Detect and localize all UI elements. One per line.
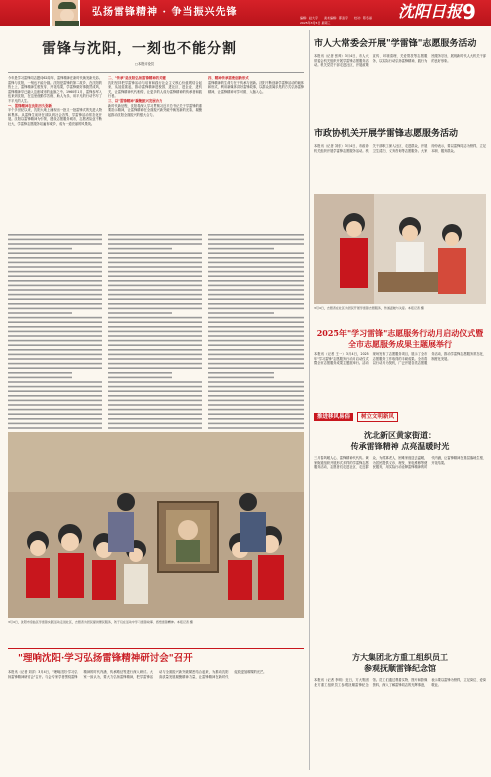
text-line xyxy=(8,266,102,268)
lei-feng-portrait xyxy=(50,0,80,26)
main-headline: 雷锋与沈阳，一刻也不能分割 xyxy=(42,41,237,57)
text-line xyxy=(8,363,102,365)
right-article-2: 本报讯（记者 刘东）3月4日，市政协机关组织开展学雷锋志愿服务活动。机关干部职工深入社区、走进群众，开展卫生清扫、义务咨询等志愿服务。大家纷纷表示，要以雷锋同志为榜样，立足本职、服务群众。 xyxy=(314,144,486,153)
text-line xyxy=(208,354,304,356)
text-line xyxy=(108,248,172,250)
text-line xyxy=(108,367,202,369)
text-line xyxy=(8,400,102,402)
right-article-1: 本报讯（记者 张帅）3月4日，市人大常委会机关组织开展学雷锋志愿服务活动。机关党员干部走进社区，开展政策宣传、环境清理、关爱帮扶等志愿服务，以实际行动弘扬雷锋精神，践行为民服务宗旨，展现新时代人大机关干部的良好形象。 xyxy=(314,54,486,68)
text-line xyxy=(108,386,202,388)
text-line xyxy=(8,331,102,333)
photo-children-with-portrait xyxy=(8,432,304,618)
article-continuation xyxy=(8,232,304,432)
text-line xyxy=(108,280,202,282)
text-line xyxy=(8,308,102,310)
proofreader: 校对：陈冬丽 xyxy=(353,16,372,20)
photo-volunteers xyxy=(314,194,486,304)
text-line xyxy=(208,377,274,379)
bottom-article-body: 本报讯（记者 刘洋）3月4日，"理响沈阳·学习弘扬雷锋精神研讨会"召开。与会专家学者围绕雷锋精神的时代内涵、传承路径等进行深入研讨。大家一致认为，要大力弘扬雷锋精神，把学雷锋活动与全面振兴新突破紧密结合起来，为推动沈阳高质量发展凝聚精神力量，让雷锋精神在新时代绽放更加璀璨的光芒。 xyxy=(8,670,267,679)
text-line xyxy=(108,335,202,337)
text-line xyxy=(108,239,202,241)
text-line xyxy=(208,308,304,310)
text-line xyxy=(208,298,304,300)
text-line xyxy=(208,400,304,402)
text-line xyxy=(108,418,202,420)
text-line xyxy=(108,308,202,310)
text-line xyxy=(208,386,304,388)
headline-5-line-1: 方大集团北方重工组织员工 xyxy=(352,652,448,662)
text-line xyxy=(8,285,102,287)
text-line xyxy=(8,390,102,392)
text-line xyxy=(108,377,172,379)
text-line xyxy=(8,381,102,383)
article-column-1 xyxy=(8,76,102,232)
editor: 编辑：赵大宇 xyxy=(300,16,319,20)
text-line xyxy=(108,285,202,287)
text-line xyxy=(208,395,304,397)
section-heading-1: 一、雷锋精神在沈阳历久弥新 xyxy=(8,103,53,108)
text-line xyxy=(208,418,304,420)
text-line xyxy=(108,363,202,365)
text-line xyxy=(108,275,202,277)
text-line xyxy=(108,427,202,429)
text-line xyxy=(208,252,304,254)
text-line xyxy=(208,340,304,342)
text-line xyxy=(108,358,202,360)
text-line xyxy=(108,243,202,245)
text-line xyxy=(208,321,304,323)
text-line xyxy=(108,344,202,346)
text-line xyxy=(208,248,274,250)
text-line xyxy=(8,234,102,236)
section-body-3: 新时代新征程，沈阳将深入学习贯彻习近平总书记关于学雷锋的重要指示精神，让雷锋精神在全面振兴新突破中焕发新的光彩，凝聚起推动沈阳全面振兴的强大合力。 xyxy=(108,103,202,117)
headline-4-line-2: 传承雷锋精神 点亮温暖时光 xyxy=(350,441,450,451)
text-line xyxy=(208,275,304,277)
text-line xyxy=(208,344,304,346)
text-line xyxy=(208,427,304,429)
text-line xyxy=(8,386,102,388)
article-column-2 xyxy=(108,76,202,232)
text-line xyxy=(8,262,102,264)
article-intro: 今年是学习雷锋同志题词62周年，雷锋精神在新时代焕发新光彩。雷锋与沈阳，一刻也不能分割。沈阳是雷锋的第二故乡，在沈阳的热土上，雷锋精神生根发芽、开花结果，学雷锋做好事蔚然成风，雷锋精神早已融入这座城市的血脉之中。1960年1月，雷锋参军入伍来到沈阳，在这里他勤学苦练、助人为乐，用平凡的行动书写了不平凡的人生。 xyxy=(8,76,102,103)
designer: 美术编辑：都凌宇 xyxy=(323,16,348,20)
text-line xyxy=(208,285,304,287)
text-line xyxy=(208,234,304,236)
right-headline-4 xyxy=(314,430,486,452)
text-line xyxy=(208,363,304,365)
text-line xyxy=(108,400,202,402)
text-line xyxy=(8,349,102,351)
headline-4-line-1: 沈北新区黄家街道： xyxy=(364,430,436,440)
text-line xyxy=(8,275,102,277)
text-line xyxy=(8,252,102,254)
text-line xyxy=(8,423,102,425)
editorial-credits xyxy=(300,16,377,20)
text-line xyxy=(8,294,102,296)
section-body-2: 沈阳坚持把学雷锋活动与培育和践行社会主义核心价值观结合起来，从娃娃抓起，推动雷锋精神进校园、进社区、进企业、进机关，让雷锋精神代代相传，让更多的人成为雷锋精神的传承者和践行者。 xyxy=(108,80,202,99)
text-line xyxy=(208,289,304,291)
text-line xyxy=(108,294,202,296)
photo-caption-left: 3月4日，沈阳市皇姑区学雷锋实践活动走进社区，志愿者为居民提供便民服务，孩子们在活动中学习雷锋故事、感悟雷锋精神。本报记者 摄 xyxy=(8,620,193,624)
text-line xyxy=(108,252,202,254)
text-line xyxy=(108,354,202,356)
right-headline-1: 市人大常委会开展"学雷锋"志愿服务活动 xyxy=(314,39,477,49)
text-line xyxy=(108,381,202,383)
bottom-headline: "理响沈阳·学习弘扬雷锋精神研讨会"召开 xyxy=(18,653,193,664)
text-line xyxy=(108,262,202,264)
text-line xyxy=(8,335,102,337)
section-heading-4: 四、精神传承需要创新形式 xyxy=(208,76,249,80)
right-article-4: 三月春风暖人心，雷锋精神代代传。黄家街道组织开展形式多样的学雷锋志愿服务活动，志愿者们走进社区、走近群众，为孤寡老人、困难家庭送去温暖，为居民提供义诊、理发、家电维修等便民服务，用实际行动诠释雷锋精神的时代内涵，让雷锋精神在基层落地生根、开花结果。 xyxy=(314,456,486,470)
text-line xyxy=(108,271,202,273)
text-line xyxy=(8,340,102,342)
text-line xyxy=(208,331,304,333)
text-line xyxy=(108,266,202,268)
text-line xyxy=(8,243,102,245)
text-line xyxy=(208,404,304,406)
text-line xyxy=(108,321,202,323)
section-heading-3: 三、以"雷锋精神"凝聚振兴发展合力 xyxy=(108,98,163,103)
text-line xyxy=(108,331,202,333)
text-line xyxy=(208,358,304,360)
text-line xyxy=(108,390,202,392)
text-line xyxy=(208,280,304,282)
section-body-1: 半个多世纪以来，沈阳大地上涌现出一批又一批雷锋式的先进人物和集体。从雷锋生前所在部队到社会各界，学雷锋活动常态化开展。沈阳以雷锋精神为引领，建设志愿服务城市，志愿者队伍不断壮大，学雷锋志愿服务站遍布城乡，成为一道亮丽的风景线。 xyxy=(8,108,102,126)
byline: □本报评论员 xyxy=(135,62,154,66)
text-line xyxy=(8,409,102,411)
headline-5-line-2: 参观抚顺雷锋纪念馆 xyxy=(364,663,436,673)
text-line xyxy=(8,248,72,250)
text-line xyxy=(8,321,102,323)
text-line xyxy=(108,257,202,259)
right-article-3: 本报讯（记者 王一）3月4日，2025年"学习雷锋"志愿服务行动月启动仪式暨全市志愿服务成果主题展举行。活动现场发布了志愿服务项目，展示了全市志愿服务工作取得的丰硕成果。全市将以行动月为契机，广泛开展各类志愿服务活动，推动学雷锋志愿服务常态化、制度化发展。 xyxy=(314,352,486,366)
section-heading-2: 二、"传承"是沈阳弘扬雷锋精神的关键 xyxy=(108,76,166,80)
text-line xyxy=(208,326,304,328)
text-line xyxy=(208,349,304,351)
text-line xyxy=(108,289,202,291)
banner-slogan: 弘扬雷锋精神 · 争当振兴先锋 xyxy=(92,7,238,18)
text-line xyxy=(208,423,304,425)
text-line xyxy=(208,372,274,374)
text-line xyxy=(8,271,102,273)
text-line xyxy=(8,377,72,379)
text-line xyxy=(8,317,102,319)
volunteer-photo xyxy=(314,194,486,304)
photo-caption-right: 3月4日，志愿者在社区为居民开展学雷锋志愿服务，传递温暖与关爱。本报记者 摄 xyxy=(314,306,424,310)
right-headline-5 xyxy=(314,652,486,674)
text-line xyxy=(8,298,102,300)
section-tags xyxy=(314,412,486,422)
text-line xyxy=(8,354,102,356)
text-line xyxy=(8,326,102,328)
text-line xyxy=(208,243,304,245)
text-line xyxy=(208,390,304,392)
divider-red xyxy=(8,648,304,649)
issue-date: 2025年3月5日 星期三 xyxy=(300,21,331,25)
section-body-4: 雷锋精神的生命力在于传承与创新。沈阳不断创新学雷锋活动的载体和形式，利用新媒体讲好雷锋故事，以群众喜闻乐见的方式弘扬雷锋精神，让雷锋精神可学可做、入脑入心。 xyxy=(208,80,304,94)
text-line xyxy=(8,280,102,282)
tag-customs-reform: 推进移风易俗 xyxy=(314,413,353,421)
text-line xyxy=(8,358,102,360)
text-line xyxy=(8,239,102,241)
text-line xyxy=(8,372,72,374)
text-line xyxy=(108,404,202,406)
masthead: 沈阳日报 xyxy=(398,2,463,21)
right-article-5: 本报讯（记者 李明）近日，方大集团北方重工组织员工参观抚顺雷锋纪念馆。员工们通过观看实物、图片和影像资料，深入了解雷锋同志的光辉事迹，表示要以雷锋为榜样，立足岗位、爱岗敬业。 xyxy=(314,678,486,687)
text-line xyxy=(8,395,102,397)
text-line xyxy=(208,266,304,268)
text-line xyxy=(108,423,202,425)
text-line xyxy=(208,257,304,259)
article-column-3 xyxy=(208,76,304,232)
text-line xyxy=(108,326,202,328)
text-line xyxy=(208,262,304,264)
text-line xyxy=(108,395,202,397)
text-line xyxy=(108,298,202,300)
text-line xyxy=(208,312,274,314)
text-line xyxy=(8,303,102,305)
text-line xyxy=(8,418,102,420)
text-line xyxy=(108,317,202,319)
text-line xyxy=(8,404,102,406)
text-line xyxy=(208,409,304,411)
text-line xyxy=(208,381,304,383)
text-line xyxy=(108,409,202,411)
text-line xyxy=(108,303,202,305)
text-line xyxy=(108,312,172,314)
tag-civilized-style: 树立文明新风 xyxy=(357,412,398,422)
text-lines-graphic xyxy=(8,232,304,432)
text-line xyxy=(208,303,304,305)
text-line xyxy=(8,312,72,314)
text-line xyxy=(108,340,202,342)
text-line xyxy=(8,344,102,346)
text-line xyxy=(8,257,102,259)
text-line xyxy=(8,289,102,291)
text-line xyxy=(108,413,202,415)
right-headline-3: 2025年"学习雷锋"志愿服务行动月启动仪式暨全市志愿服务成果主题展举行 xyxy=(316,328,484,349)
text-line xyxy=(208,239,304,241)
text-line xyxy=(208,413,304,415)
event-photo xyxy=(8,432,304,618)
column-divider xyxy=(309,30,310,770)
text-line xyxy=(8,413,102,415)
text-line xyxy=(108,349,202,351)
text-line xyxy=(8,367,102,369)
right-headline-2: 市政协机关开展学雷锋志愿服务活动 xyxy=(314,129,459,139)
page-number: 9 xyxy=(462,0,476,24)
text-line xyxy=(8,427,102,429)
text-line xyxy=(208,335,304,337)
text-line xyxy=(208,317,304,319)
text-line xyxy=(208,367,304,369)
text-line xyxy=(108,234,202,236)
text-line xyxy=(208,271,304,273)
text-line xyxy=(208,294,304,296)
text-line xyxy=(108,372,172,374)
